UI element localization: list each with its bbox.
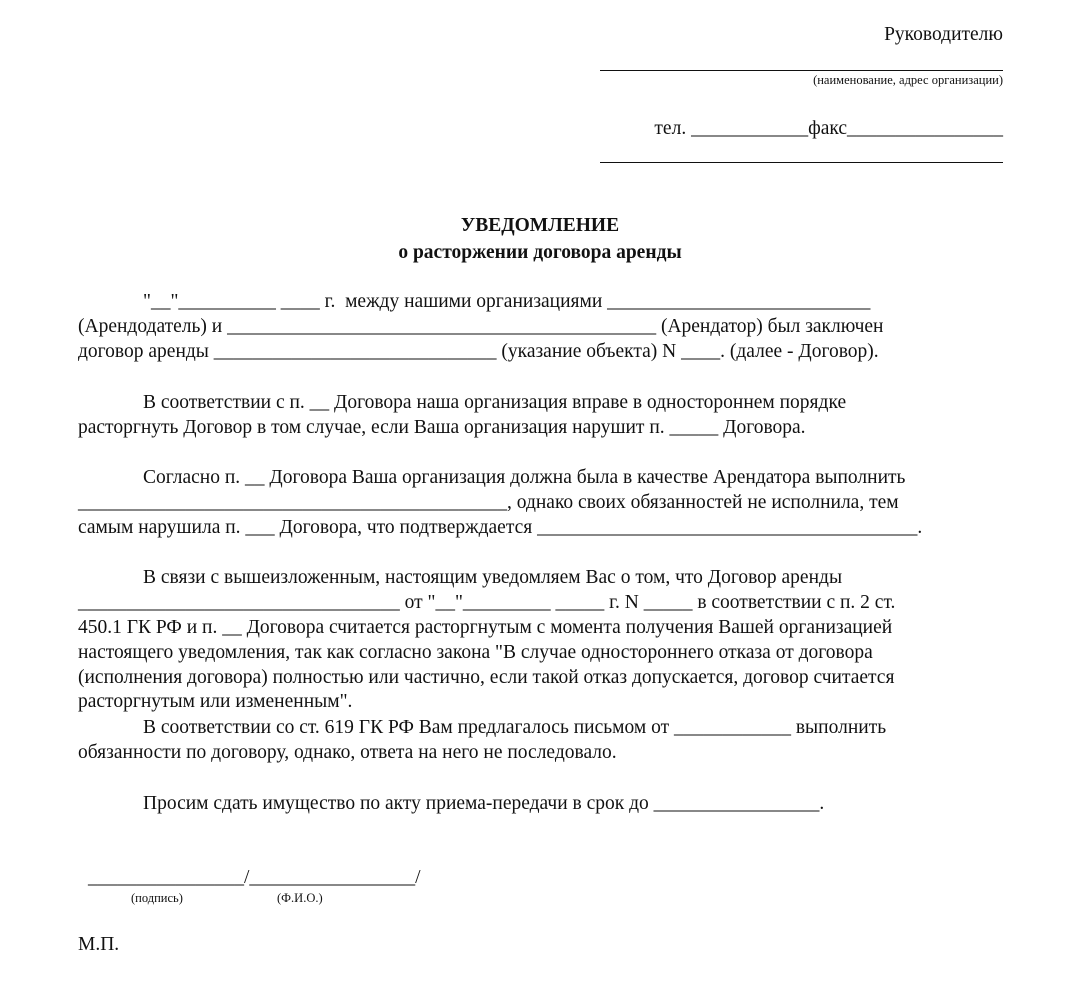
p2-line-2: расторгнуть Договор в том случае, если Ваша организация нарушит п. _____ Договора. [78, 417, 806, 438]
p3-line-2: ____________________________________________, однако своих обязанностей не исполнила, тем [78, 492, 899, 513]
org-caption: (наименование, адрес организации) [813, 73, 1003, 87]
p4-line-3: 450.1 ГК РФ и п. __ Договора считается расторгнутым с момента получения Вашей организацией [78, 617, 893, 638]
signature-caption: (подпись) [131, 891, 183, 905]
p6-line-1: Просим сдать имущество по акту приема-передачи в срок до _________________. [143, 793, 825, 814]
name-caption: (Ф.И.О.) [277, 891, 323, 905]
signature-line: ________________/_________________/ [88, 867, 421, 888]
p1-line-1: "__"__________ ____ г. между нашими организациями ___________________________ [143, 291, 871, 312]
p3-line-3: самым нарушила п. ___ Договора, что подтверждается _______________________________________. [78, 517, 923, 538]
p4-line-6: расторгнутым или измененным". [78, 691, 353, 712]
stamp-place: М.П. [78, 934, 120, 955]
p4-line-5: (исполнения договора) полностью или частично, если такой отказ допускается, договор считается [78, 667, 895, 688]
document-title: УВЕДОМЛЕНИЕ [460, 215, 620, 236]
p1-line-2: (Арендодатель) и ____________________________________________ (Арендатор) был заключен [78, 316, 884, 337]
p4-line-2: _________________________________ от "__"_________ _____ г. N _____ в соответствии с п. 2 ст. [78, 592, 896, 613]
p4-line-1: В связи с вышеизложенным, настоящим уведомляем Вас о том, что Договор аренды [143, 567, 843, 588]
p4-line-4: настоящего уведомления, так как согласно закона "В случае одностороннего отказа от договора [78, 642, 873, 663]
contacts-line: тел. ____________факс________________ [654, 118, 1003, 139]
org-name-line [600, 70, 1003, 71]
document-subtitle: о расторжении договора аренды [398, 242, 682, 263]
p2-line-1: В соответствии с п. __ Договора наша организация вправе в одностороннем порядке [143, 392, 847, 413]
p5-line-2: обязанности по договору, однако, ответа на него не последовало. [78, 742, 617, 763]
p1-line-3: договор аренды _____________________________ (указание объекта) N ____. (далее - Договор). [78, 341, 879, 362]
p5-line-1: В соответствии со ст. 619 ГК РФ Вам предлагалось письмом от ____________ выполнить [143, 717, 887, 738]
p3-line-1: Согласно п. __ Договора Ваша организация должна была в качестве Арендатора выполнить [143, 467, 906, 488]
extra-address-line [600, 162, 1003, 163]
addressee: Руководителю [884, 24, 1003, 45]
